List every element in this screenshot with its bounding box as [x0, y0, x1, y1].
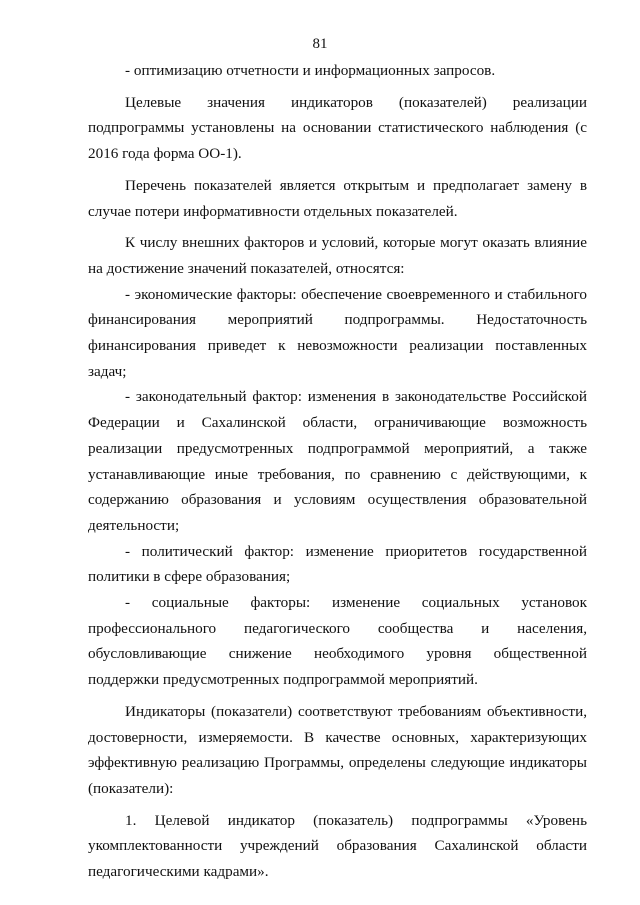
document-body [88, 58, 587, 885]
paragraph-indicator-list: Перечень показателей является открытым и предполагает замену в случае потери информативности отдельных показателей. [88, 176, 587, 220]
paragraph-reporting-optimization: - оптимизацию отчетности и информационных запросов. [125, 62, 496, 79]
paragraph-target-values: Целевые значения индикаторов (показателей) реализации подпрограммы установлены на основании статистического наблюдения (с 2016 года форма ОО-1). [88, 93, 587, 163]
paragraph-legislative-factor: - законодательный фактор: изменения в законодательстве Российской Федерации и Сахалинской области, ограничивающие возможность реализации предусмотренных подпрограммой мероприятий, а также устанавливающие иные требования, по сравнению с действующими, к содержанию образования и условиям осуществления образовательной деятельности; [88, 388, 587, 534]
page-number: 81 [312, 36, 328, 52]
paragraph-external-factors: К числу внешних факторов и условий, которые могут оказать влияние на достижение значений показателей, относятся: [88, 234, 587, 277]
paragraph-indicators-requirements: Индикаторы (показатели) соответствуют требованиям объективности, достоверности, измеряемости. В качестве основных, характеризующих эффективную реализацию Программы, определены следующие индикаторы (показатели): [88, 702, 587, 797]
paragraph-political-factor: - политический фактор: изменение приоритетов государственной политики в сфере образования; [88, 542, 587, 586]
paragraph-target-indicator-1: 1. Целевой индикатор (показатель) подпрограммы «Уровень укомплектованности учреждений образования Сахалинской области педагогическими кадрами». [88, 811, 587, 881]
paragraph-social-factors: - социальные факторы: изменение социальных установок профессионального педагогического сообщества и населения, обусловливающие снижение необходимого уровня общественной поддержки предусмотренных подпрограммой мероприятий. [88, 594, 587, 689]
paragraph-economic-factors: - экономические факторы: обеспечение своевременного и стабильного финансирования мероприятий подпрограммы. Недостаточность финансирования приведет к невозможности реализации поставленных задач; [88, 285, 587, 380]
